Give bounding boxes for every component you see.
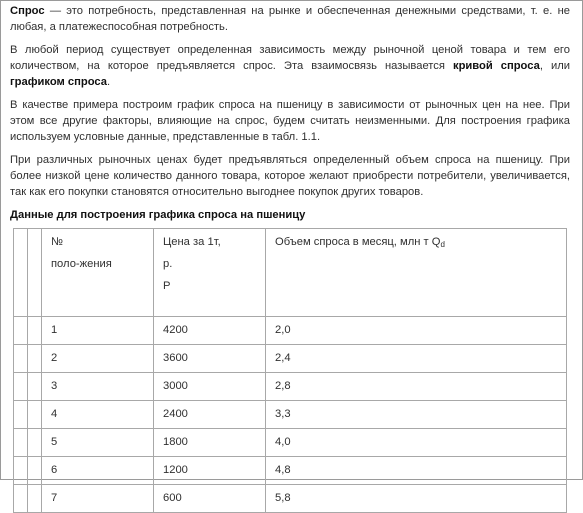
cell-position: 3 bbox=[42, 373, 154, 401]
table-row bbox=[14, 373, 567, 401]
paragraph-text: , или bbox=[539, 60, 570, 72]
cell-price: 3600 bbox=[154, 345, 266, 373]
cell-position: 2 bbox=[42, 345, 154, 373]
table-cell-blank bbox=[14, 429, 28, 457]
table-cell-blank bbox=[14, 373, 28, 401]
paragraph-demand-curve bbox=[10, 42, 570, 90]
paragraph-demand-definition bbox=[10, 3, 570, 35]
table-row bbox=[14, 429, 567, 457]
header-position: № поло-жения bbox=[42, 229, 154, 317]
cell-quantity: 2,0 bbox=[266, 317, 567, 345]
table-row bbox=[14, 345, 567, 373]
table-cell-blank bbox=[28, 429, 42, 457]
paragraph-price-effect: При различных рыночных ценах будет предъявляться определенный объем спроса на пшеницу. При более низкой цене количество данного товара, которое желают приобрести потребители, увеличивается, так как его покупки становятся относительно выгоднее покупок других товаров. bbox=[10, 154, 570, 198]
term-demand: Спрос bbox=[10, 5, 45, 17]
table-cell-blank bbox=[28, 345, 42, 373]
header-quantity: Объем спроса в месяц, млн т $Q_d$ bbox=[266, 229, 567, 317]
cell-quantity: 2,4 bbox=[266, 345, 567, 373]
paragraph-text: — это потребность, представленная на рынке и обеспеченная денежными средствами, т. е. не любая, а платежеспособная потребность. bbox=[10, 5, 570, 33]
paragraph-example: В качестве примера построим график спроса на пшеницу в зависимости от рыночных цен на нее. При этом все другие факторы, влияющие на спрос, будем считать неизменными. Для построения графика используем условные данные, представленные в табл. 1.1. bbox=[10, 99, 570, 143]
header-price: Цена за 1т, р. P bbox=[154, 229, 266, 317]
cell-position: 7 bbox=[42, 485, 154, 513]
table-cell-blank bbox=[28, 401, 42, 429]
cell-quantity: 4,8 bbox=[266, 457, 567, 485]
cell-quantity: 3,3 bbox=[266, 401, 567, 429]
document-content bbox=[10, 3, 570, 513]
table-cell-blank bbox=[14, 457, 28, 485]
table-cell-blank bbox=[14, 317, 28, 345]
table-title: Данные для построения графика спроса на пшеницу bbox=[10, 209, 306, 221]
term-demand-schedule: графиком спроса bbox=[10, 76, 107, 88]
paragraph-text: В любой период существует определенная зависимость между рыночной ценой товара и тем его количеством, на которое предъявляется спрос. Эта взаимосвязь называется bbox=[10, 44, 570, 72]
cell-position: 4 bbox=[42, 401, 154, 429]
cell-position: 1 bbox=[42, 317, 154, 345]
table-row bbox=[14, 401, 567, 429]
cell-price: 4200 bbox=[154, 317, 266, 345]
table-cell-blank bbox=[14, 485, 28, 513]
cell-price: 2400 bbox=[154, 401, 266, 429]
cell-quantity: 5,8 bbox=[266, 485, 567, 513]
table-header-row bbox=[14, 229, 567, 317]
cell-quantity: 2,8 bbox=[266, 373, 567, 401]
paragraph-text: . bbox=[106, 76, 111, 88]
table-cell-blank bbox=[14, 401, 28, 429]
table-cell-blank bbox=[28, 317, 42, 345]
cell-price: 3000 bbox=[154, 373, 266, 401]
cell-price: 1800 bbox=[154, 429, 266, 457]
cell-price: 1200 bbox=[154, 457, 266, 485]
table-cell-blank bbox=[28, 229, 42, 317]
table-row bbox=[14, 485, 567, 513]
table-cell-blank bbox=[14, 345, 28, 373]
table-cell-blank bbox=[28, 457, 42, 485]
cell-quantity: 4,0 bbox=[266, 429, 567, 457]
table-cell-blank bbox=[28, 485, 42, 513]
wheat-demand-table bbox=[13, 228, 567, 513]
cell-position: 5 bbox=[42, 429, 154, 457]
cell-position: 6 bbox=[42, 457, 154, 485]
term-demand-curve: кривой спроса bbox=[452, 60, 540, 72]
table-cell-blank bbox=[28, 373, 42, 401]
table-cell-blank bbox=[14, 229, 28, 317]
table-row bbox=[14, 317, 567, 345]
cell-price: 600 bbox=[154, 485, 266, 513]
table-row bbox=[14, 457, 567, 485]
